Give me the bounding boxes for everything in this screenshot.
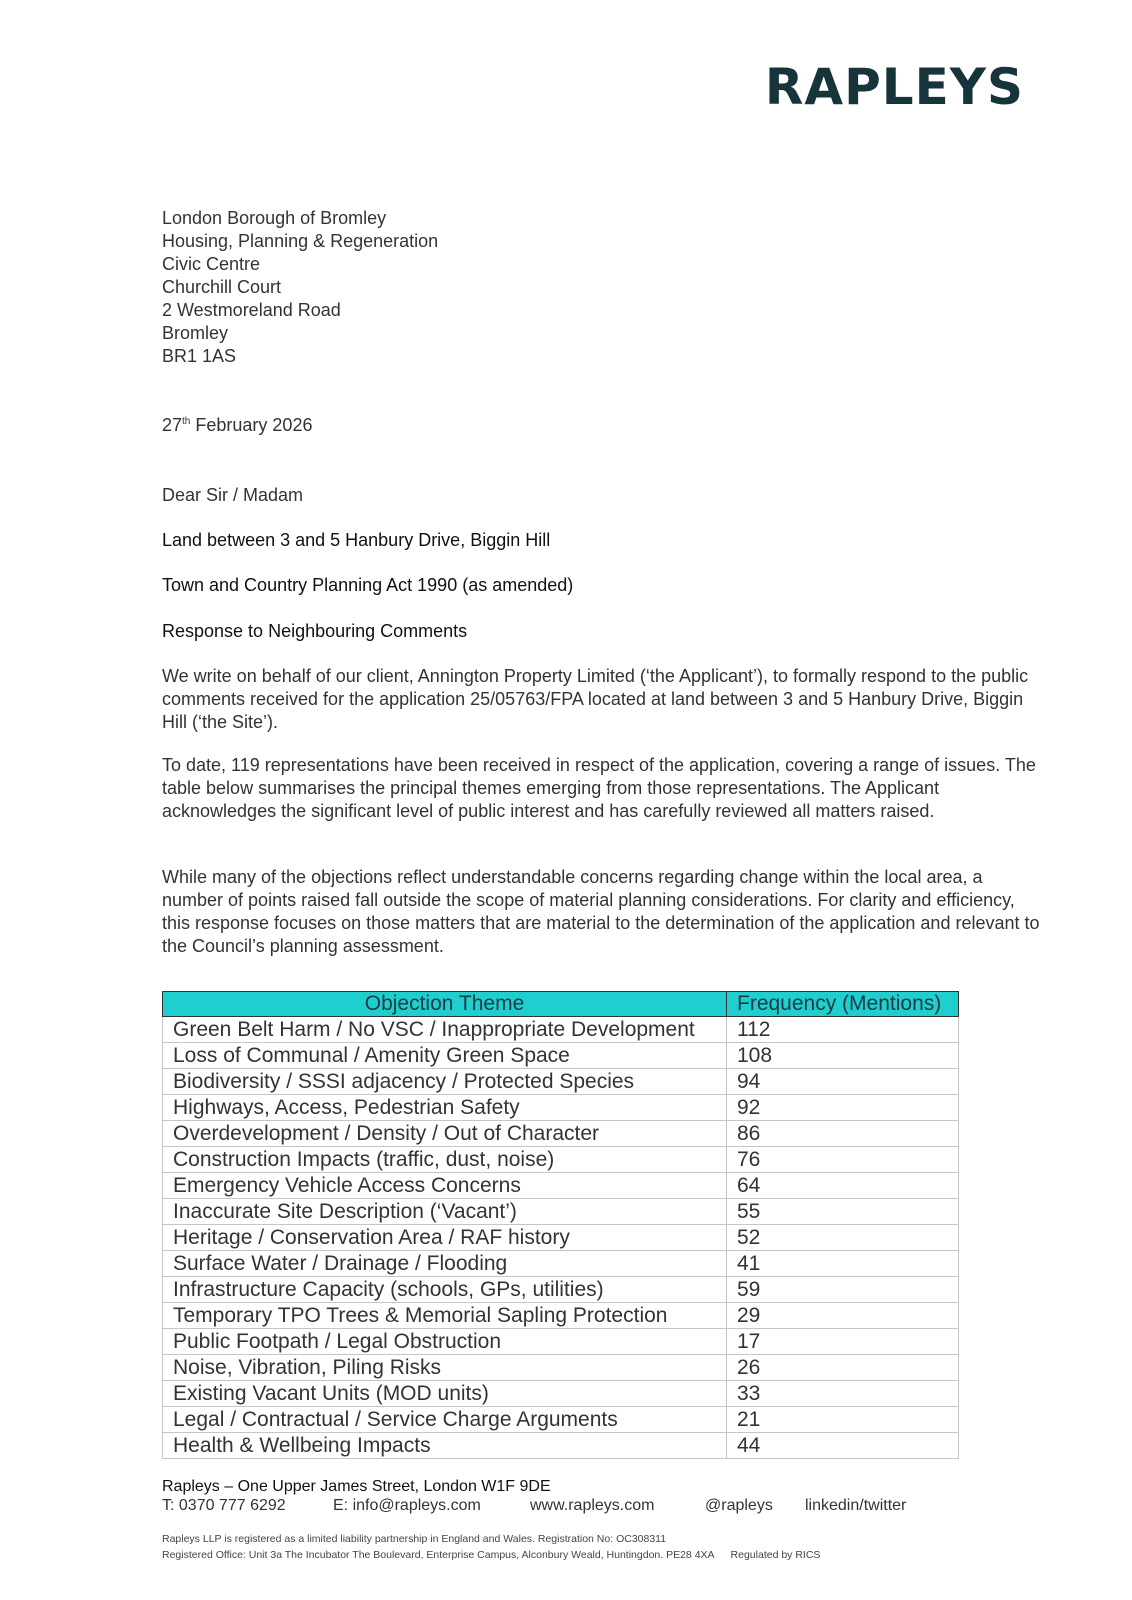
table-row: [163, 1329, 959, 1355]
frequency-cell: 26: [727, 1355, 959, 1381]
address-line: London Borough of Bromley: [162, 208, 387, 228]
table-row: [163, 1147, 959, 1173]
address-line: Housing, Planning & Regeneration: [162, 231, 439, 251]
frequency-cell: 41: [727, 1251, 959, 1277]
address-line: Churchill Court: [162, 277, 282, 297]
frequency-cell: 112: [727, 1017, 959, 1043]
table-row: [163, 1173, 959, 1199]
theme-cell: Noise, Vibration, Piling Risks: [163, 1355, 727, 1381]
footer-handle[interactable]: @rapleys: [705, 1497, 773, 1514]
representations-paragraph: To date, 119 representations have been received in respect of the application, covering a range of issues. The table below summarises the principal themes emerging from those representations. The Applicant acknowledges the significant level of public interest and has carefully reviewed all matters raised.: [162, 755, 1036, 821]
date-rest: February 2026: [195, 415, 313, 435]
site-heading: Land between 3 and 5 Hanbury Drive, Biggin Hill: [162, 530, 551, 550]
frequency-cell: 108: [727, 1043, 959, 1069]
theme-cell: Temporary TPO Trees & Memorial Sapling Protection: [163, 1303, 727, 1329]
address-line: Bromley: [162, 323, 229, 343]
table-row: [163, 1277, 959, 1303]
frequency-cell: 76: [727, 1147, 959, 1173]
theme-cell: Heritage / Conservation Area / RAF history: [163, 1225, 727, 1251]
recipient-address: [162, 207, 438, 368]
scope-paragraph: While many of the objections reflect understandable concerns regarding change within the local area, a number of points raised fall outside the scope of material planning considerations. For clarity and efficiency, this response focuses on those matters that are material to the determination of the application and relevant to the Council’s planning assessment.: [162, 867, 1040, 956]
footer-registration: Rapleys LLP is registered as a limited liability partnership in England and Wales. Registration No: OC308311: [162, 1533, 667, 1545]
frequency-cell: 94: [727, 1069, 959, 1095]
table-row: [163, 1381, 959, 1407]
frequency-cell: 17: [727, 1329, 959, 1355]
table-row: [163, 1303, 959, 1329]
frequency-cell: 55: [727, 1199, 959, 1225]
theme-cell: Surface Water / Drainage / Flooding: [163, 1251, 727, 1277]
date-suffix: th: [182, 416, 191, 427]
theme-cell: Public Footpath / Legal Obstruction: [163, 1329, 727, 1355]
theme-cell: Green Belt Harm / No VSC / Inappropriate Development: [163, 1017, 727, 1043]
frequency-cell: 52: [727, 1225, 959, 1251]
theme-cell: Existing Vacant Units (MOD units): [163, 1381, 727, 1407]
table-row: [163, 1433, 959, 1459]
theme-cell: Construction Impacts (traffic, dust, noise): [163, 1147, 727, 1173]
frequency-cell: 21: [727, 1407, 959, 1433]
table-row: [163, 1199, 959, 1225]
table-row: [163, 1043, 959, 1069]
intro-paragraph: We write on behalf of our client, Annington Property Limited (‘the Applicant’), to formally respond to the public comments received for the application 25/05763/FPA located at land between 3 and 5 Hanbury Drive, Biggin Hill (‘the Site’).: [162, 666, 1029, 732]
header-objection-theme: Objection Theme: [163, 992, 727, 1017]
frequency-cell: 92: [727, 1095, 959, 1121]
theme-cell: Emergency Vehicle Access Concerns: [163, 1173, 727, 1199]
table-row: [163, 1355, 959, 1381]
theme-cell: Overdevelopment / Density / Out of Character: [163, 1121, 727, 1147]
act-heading: Town and Country Planning Act 1990 (as amended): [162, 575, 574, 595]
footer-phone[interactable]: T: 0370 777 6292: [162, 1497, 286, 1514]
table-row: [163, 1017, 959, 1043]
frequency-cell: 86: [727, 1121, 959, 1147]
table-row: [163, 1069, 959, 1095]
frequency-cell: 44: [727, 1433, 959, 1459]
objection-table: [162, 991, 959, 1459]
theme-cell: Highways, Access, Pedestrian Safety: [163, 1095, 727, 1121]
frequency-cell: 29: [727, 1303, 959, 1329]
theme-cell: Health & Wellbeing Impacts: [163, 1433, 727, 1459]
theme-cell: Biodiversity / SSSI adjacency / Protected Species: [163, 1069, 727, 1095]
address-line: 2 Westmoreland Road: [162, 300, 341, 320]
frequency-cell: 59: [727, 1277, 959, 1303]
frequency-cell: 33: [727, 1381, 959, 1407]
table-header-row: [163, 992, 959, 1017]
frequency-cell: 64: [727, 1173, 959, 1199]
date-day: 27: [162, 415, 183, 435]
footer-address: Rapleys – One Upper James Street, London W1F 9DE: [162, 1478, 551, 1495]
header-frequency: Frequency (Mentions): [727, 992, 959, 1017]
footer-email[interactable]: E: info@rapleys.com: [333, 1497, 481, 1514]
table-row: [163, 1121, 959, 1147]
subject-heading: Response to Neighbouring Comments: [162, 621, 468, 641]
theme-cell: Inaccurate Site Description (‘Vacant’): [163, 1199, 727, 1225]
theme-cell: Loss of Communal / Amenity Green Space: [163, 1043, 727, 1069]
table-row: [163, 1251, 959, 1277]
registered-office-text: Registered Office: Unit 3a The Incubator The Boulevard, Enterprise Campus, Alconbury Weald, Huntingdon. PE28 4XA: [162, 1549, 715, 1561]
theme-cell: Infrastructure Capacity (schools, GPs, utilities): [163, 1277, 727, 1303]
salutation: Dear Sir / Madam: [162, 485, 304, 505]
rapleys-logo: RAPLEYS: [764, 58, 1024, 116]
footer-website[interactable]: www.rapleys.com: [530, 1497, 655, 1514]
regulated-text: Regulated by RICS: [730, 1549, 821, 1561]
letter-date: [162, 415, 312, 436]
theme-cell: Legal / Contractual / Service Charge Arguments: [163, 1407, 727, 1433]
footer-registered-office: [162, 1549, 820, 1561]
footer-social[interactable]: linkedin/twitter: [805, 1497, 907, 1514]
address-line: BR1 1AS: [162, 346, 237, 366]
table-row: [163, 1407, 959, 1433]
address-line: Civic Centre: [162, 254, 261, 274]
table-row: [163, 1225, 959, 1251]
table-row: [163, 1095, 959, 1121]
